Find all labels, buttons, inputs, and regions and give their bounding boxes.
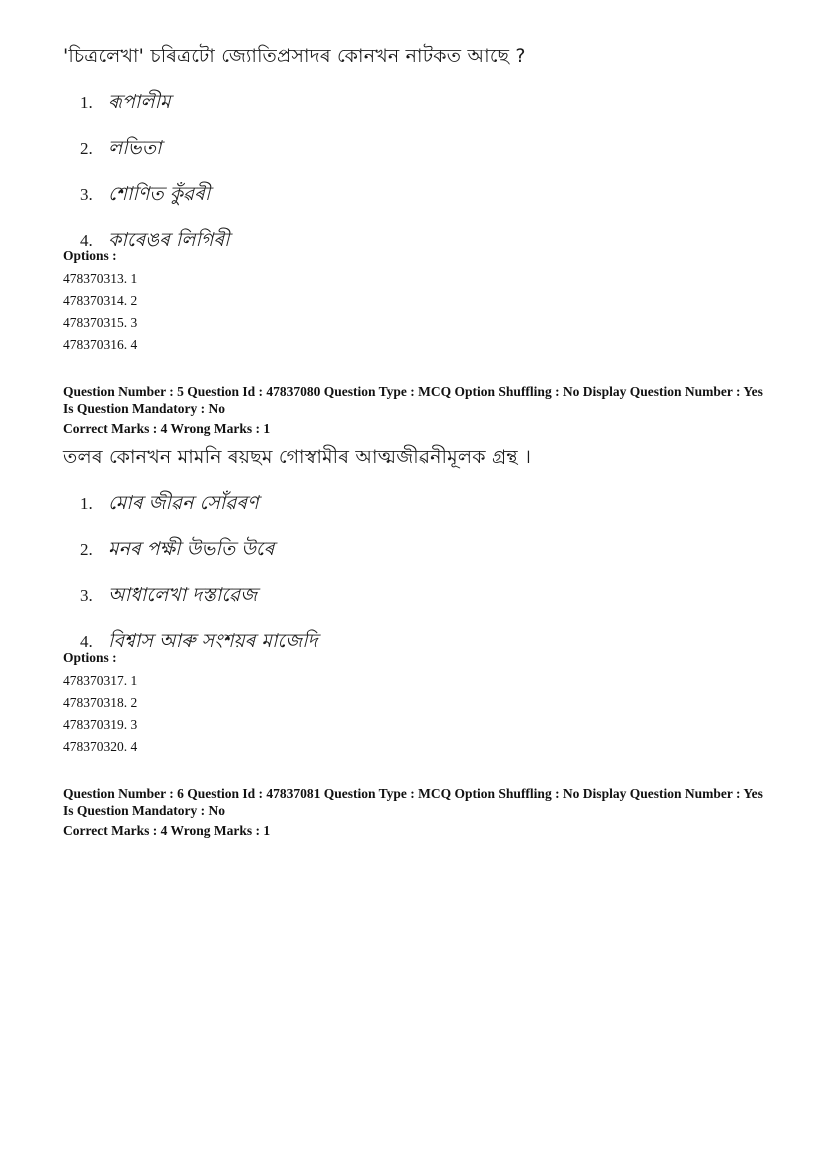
choice-text: বিশ্বাস আৰু সংশয়ৰ মাজেদি <box>108 630 318 652</box>
choice-text: লভিতা <box>108 137 162 159</box>
answer-choice <box>80 180 210 212</box>
option-id: 478370316. 4 <box>63 337 138 352</box>
answer-choice <box>80 134 162 166</box>
option-id: 478370315. 3 <box>63 315 138 330</box>
choice-number: 4. <box>80 231 93 250</box>
choice-number: 3. <box>80 586 93 605</box>
option-id: 478370318. 2 <box>63 695 138 710</box>
answer-choice <box>80 489 259 521</box>
question-meta: Question Number : 6 Question Id : 47837081 Question Type : MCQ Option Shuffling : No Display Question Number : Yes Is Question Mandatory : No <box>63 786 763 818</box>
choice-number: 3. <box>80 185 93 204</box>
choice-text: আধালেখা দস্তাৱেজ <box>108 584 258 606</box>
choice-number: 2. <box>80 540 93 559</box>
question-text: তলৰ কোনখন মামনি ৰয়ছম গোস্বামীৰ আত্মজীৱনীমূলক গ্ৰন্থ । <box>63 446 532 468</box>
choice-text: কাৰেঙৰ লিগিৰী <box>108 229 230 251</box>
question-text: 'চিত্ৰলেখা' চৰিত্ৰটো জ্যোতিপ্ৰসাদৰ কোনখন নাটকত আছে ? <box>63 45 526 67</box>
marks-line: Correct Marks : 4 Wrong Marks : 1 <box>63 421 271 436</box>
options-label: Options : <box>63 650 117 665</box>
marks-line: Correct Marks : 4 Wrong Marks : 1 <box>63 823 271 838</box>
choice-number: 1. <box>80 494 93 513</box>
choice-text: মনৰ পক্ষী উভতি উৰে <box>108 538 275 560</box>
options-label: Options : <box>63 248 117 263</box>
choice-text: শোণিত কুঁৱৰী <box>108 183 211 205</box>
choice-text: মোৰ জীৱন সোঁৱৰণ <box>108 492 259 514</box>
choice-number: 1. <box>80 93 93 112</box>
choice-number: 4. <box>80 632 93 651</box>
answer-choice <box>80 88 171 120</box>
option-id: 478370313. 1 <box>63 271 138 286</box>
answer-choice <box>80 535 274 567</box>
option-id: 478370320. 4 <box>63 739 138 754</box>
option-id: 478370317. 1 <box>63 673 138 688</box>
option-id: 478370319. 3 <box>63 717 138 732</box>
option-id: 478370314. 2 <box>63 293 138 308</box>
choice-number: 2. <box>80 139 93 158</box>
question-meta: Question Number : 5 Question Id : 47837080 Question Type : MCQ Option Shuffling : No Display Question Number : Yes Is Question Mandatory : No <box>63 384 763 416</box>
answer-choice <box>80 581 257 613</box>
choice-text: ৰূপালীম <box>108 91 171 113</box>
